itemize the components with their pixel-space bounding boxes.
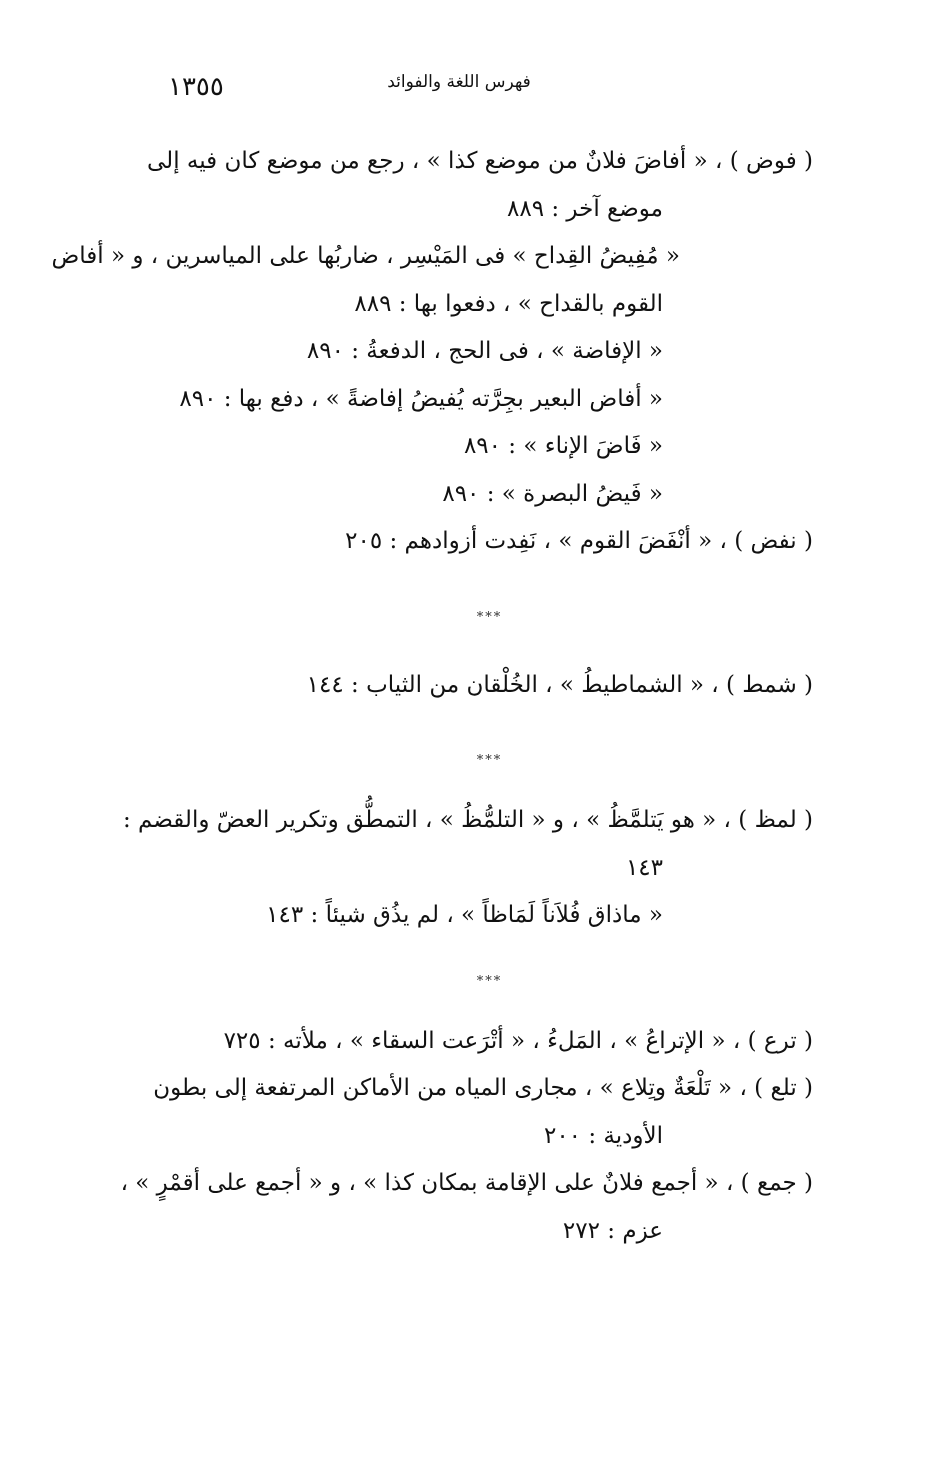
index-entry-line: ( ترع ) ، « الإتراعُ » ، المَلءُ ، « أتْرَعت السقاء » ، ملأته : ٧٢٥	[223, 1027, 813, 1054]
index-subentry-line: « ماذاق فُلاَناً لَمَاظاً » ، لم يذُق شيئاً : ١٤٣	[266, 902, 663, 928]
index-entry-continuation: موضع آخر : ٨٨٩	[506, 195, 663, 222]
section-separator: ***	[476, 753, 503, 768]
entry-group-lmz	[122, 797, 813, 940]
index-entry-line: ( جمع ) ، « أجمع فلانٌ على الإقامة بمكان كذا » ، و « أجمع على أقمْرٍ » ،	[120, 1170, 813, 1196]
index-entry-line: ( فوض ) ، « أفاضَ فلانٌ من موضع كذا » ، رجع من موضع كان فيه إلى	[147, 148, 813, 174]
index-entry-continuation: ١٤٣	[625, 854, 663, 881]
entry-group-fwd	[51, 138, 813, 566]
index-entries	[51, 138, 813, 1255]
index-subentry-line: « مُفِيضُ القِداح » فى المَيْسِر ، ضاربُها على المياسرين ، و « أفاض	[51, 243, 680, 269]
index-subentry-line: « فَاضَ الإناء » : ٨٩٠	[463, 433, 663, 459]
page-header-title: فهرس اللغة والفوائد	[387, 72, 531, 92]
index-entry-continuation: الأودية : ٢٠٠	[543, 1122, 663, 1149]
index-entry-line: ( نفض ) ، « أنْفَضَ القوم » ، نَفِدت أزوادهم : ٢٠٥	[345, 528, 813, 554]
entry-group-shmt	[136, 662, 813, 710]
index-entry-line: ( لمظ ) ، « هو يَتلمَّظُ » ، و « التلمُّظُ » ، التمطُّق وتكرير العضّ والقضم :	[122, 807, 813, 833]
section-separator: ***	[476, 973, 503, 989]
index-subentry-line: « فَيضُ البصرة » : ٨٩٠	[442, 480, 663, 507]
index-entry-line: ( تلع ) ، « تَلْعَةٌ وتِلاع » ، مجارى المياه من الأماكن المرتفعة إلى بطون	[153, 1075, 813, 1101]
index-entry-line: ( شمط ) ، « الشماطيطُ » ، الخُلْقان من الثياب : ١٤٤	[306, 671, 813, 698]
index-entry-continuation: القوم بالقداح » ، دفعوا بها : ٨٨٩	[354, 290, 663, 317]
section-separator: ***	[476, 609, 503, 625]
entry-group-misc	[120, 1018, 813, 1256]
page-number: ١٣٥٥	[168, 72, 224, 102]
index-subentry-line: « أفاض البعير بجِرَّته يُفيضُ إفاضةً » ، دفع بها : ٨٩٠	[179, 385, 663, 412]
index-subentry-line: « الإفاضة » ، فى الحج ، الدفعةُ : ٨٩٠	[306, 338, 663, 364]
index-entry-continuation: عزم : ٢٧٢	[562, 1217, 663, 1244]
